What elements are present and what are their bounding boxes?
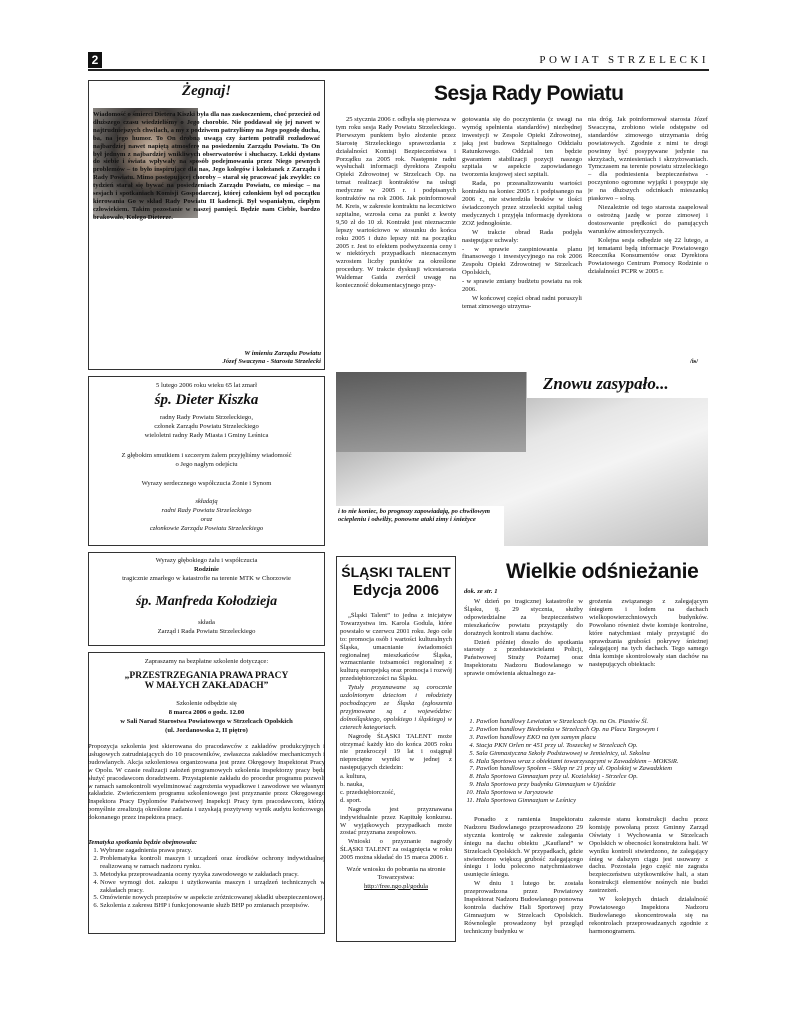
training-when1: Szkolenie odbędzie się [176, 700, 237, 707]
session-col2-p3: W trakcie obrad Rada podjęła następujące uchwały: [462, 228, 582, 244]
obituary-dieter-name: śp. Dieter Kiszka [154, 392, 259, 408]
inspected-building: 7. Pawilon handlowy Społem – Sklep nr 21 przy ul. Opolskiej w Zawadzkiem [476, 765, 720, 773]
session-col2-b2: - w sprawie zmiany budżetu powiatu na rok 2006. [462, 278, 582, 294]
inspected-building: 3. Pawilon handlowy EKO na tym samym placu [476, 734, 720, 742]
inspected-buildings-list [464, 718, 720, 805]
training-topic: 6. Szkolenia z zakresu BHP i funkcjonowanie służb BHP po zmianach przepisów. [100, 902, 325, 910]
snow-photo-caption: i to nie koniec, bo prognozy zapowiadają, po chwilowym ociepleniu i odwilży, ponowne ataki zimy i śnieżyce [338, 508, 491, 523]
training-when2: 8 marca 2006 o godz. 12.00 [168, 709, 245, 716]
inspected-building: 9. Hala Sportowa przy budynku Gimnazjum w Ujeździe [476, 781, 720, 789]
talent-p4: Nagroda jest przyznawana indywidualnie przez Kapitułę konkursu. W wyjątkowych przypadkach może zostać przyznana zespołowo. [340, 805, 452, 837]
obituary-manfred-name: śp. Manfreda Kołodzieja [135, 594, 278, 609]
training-where2: (ul. Jordanowska 2, II piętro) [165, 727, 248, 734]
session-col3-p1: nia dróg. Jak poinformował starosta Józef Swaczyna, zrobiono wiele odstępstw od standardów zimowego utrzymania dróg powiatowych. Zgodnie z nimi te drogi powinny być posypywane jedynie na skrzyżach, wzniesieniach i skrzyżowaniach. Tymczasem na terenie powiatu strzeleckiego – dla podniesienia bezpieczeństwa - poczyniono ogromne wyjątki i posypuje się je na dłuższych odcinkach mieszanką piaskowo – solną. [588, 116, 708, 203]
inspected-building: 8. Hala Sportowa Gimnazjum przy ul. Kozielskiej - Strzelce Op. [476, 773, 720, 781]
farewell-title: Żegnaj! [181, 83, 232, 99]
session-col1: 25 stycznia 2006 r. odbyła się pierwsza w tym roku sesja Rady Powiatu Strzeleckiego. Pierwszym punktem było złożenie przez Starostę Strzeleckiego sprawozdania z działalności Komisji Bezpieczeństwa i Porządku za 2005 rok. Następnie radni wysłuchali informacji dyrektora Zespołu Opieki Zdrowotnej w Strzelcach Op. na temat realizacji kontraktów na usługi medyczne w 2005 r. i podpisanych kontraktów na rok 2006. Jak poinformował M. Kreis, w zakresie kontraktu na lecznictwo szpitalne, wzrosła cena za punkt z kwoty 9,50 zł do 10 zł. Kontrakt jest nieznacznie lepszy wartościowo w stosunku do końca roku 2005 i dużo lepszy niż na początku 2005 r. Jest to efektem podwyższenia ceny i w niektórych przypadkach nieznacznym wzrostem liczby punktów za określone procedury. W trakcie dyskusji wicestarosta Waldemar Gaida zwrócił uwagę na konieczność dokumentacyjnego przy- [336, 116, 456, 290]
snow-clearing-title: Wielkie odśnieżanie [506, 560, 699, 583]
snow-clearing-p6: W kolejnych dniach działalność Powiatowego Inspektora Nadzoru Budowlanego skoncentrowała się na rekontrolach przeprowadzanych zgodnie z harmonogramem. [589, 896, 708, 935]
talent-body [340, 612, 452, 942]
training-topics-list [88, 847, 325, 910]
inspected-building: 1. Pawilon handlowy Lewiatan w Strzelcach Op. na Os. Piastów Śl. [476, 718, 720, 726]
obituary-manfred-from2: Zarząd i Rada Powiatu Strzeleckiego [157, 628, 256, 635]
masthead: POWIAT STRZELECKI [539, 54, 709, 66]
obituary-dieter-from4: członkowie Zarządu Powiatu Strzeleckiego [149, 525, 264, 532]
obituary-dieter-intro: 5 lutego 2006 roku wieku 65 lat zmarł [156, 382, 257, 389]
farewell-signature-2: Józef Swaczyna - Starosta Strzelecki [222, 358, 321, 365]
session-col2-p2: Rada, po przeanalizowaniu wartości kontraktu na koniec 2005 r. i podpisanego na 2006 r., nie stwierdziła braków w ilości świadczonych przez strzelecki szpital usług medycznych i przyjęła informację dyrektora ZOZ jednogłośnie. [462, 180, 582, 227]
talent-p5: Wnioski o przyznanie nagrody ŚLĄSKI TALENT za osiągnięcia w roku 2005 można składać do 15 marca 2006 r. [340, 838, 452, 862]
training-topic: 2. Problematyka kontroli maszyn i urządzeń oraz środków ochrony indywidualnej realizowaną w ramach nadzoru rynku. [100, 855, 325, 871]
training-invite: Zapraszamy na bezpłatne szkolenie dotyczące: [144, 658, 269, 665]
snow-photo-trees [336, 372, 526, 452]
talent-field-b: b. nauka, [340, 781, 364, 789]
training-topic: 3. Metodyka przeprowadzania oceny ryzyka zawodowego w zakładach pracy. [100, 871, 325, 879]
obituary-dieter-condolence3: Wyrazy serdecznego współczucia Żonie i Synom [141, 480, 272, 487]
obituary-manfred-line2: Rodzinie [194, 566, 219, 573]
session-title: Sesja Rady Powiatu [434, 82, 624, 105]
session-col3-p3: Kolejna sesja odbędzie się 22 lutego, a jej tematami będą informacje Powiatowego Rzecznika Konsumentów oraz Dyrektora Powiatowego Centrum Pomocy Rodzinie o działalności PCPR w 2005 r. [588, 236, 708, 276]
inspected-building: 11. Hala Sportowa Gimnazjum w Leśnicy [476, 797, 720, 805]
obituary-dieter-condolence1: Z głębokim smutkiem i szczerym żalem przyjęliśmy wiadomość [121, 452, 292, 459]
snow-clearing-p5: zakresie stanu konstrukcji dachu przez komisję powołaną przez Gminny Zarząd Oświaty i Wychowania w Strzelcach Opolskich w obecności konstruktora hali. W wyniku kontroli stwierdzono, że zalegający śnieg w dalszym ciągu jest usuwany z dachu. Pozostała jego część nie zagraża bezpieczeństwu użytkowników hali, a stan konstrukcji elementów nośnych nie budzi zastrzeżeń. [589, 816, 708, 895]
session-col3-p2: Niezależnie od tego starosta zaapelował o ostrożną jazdę w porze zimowej i dostosowanie prędkości do panujących warunków atmosferycznych. [588, 203, 708, 235]
talent-field-d: d. sport. [340, 796, 362, 804]
snow-clearing-col1-top [464, 598, 583, 716]
talent-title1: ŚLĄSKI TALENT [341, 564, 451, 580]
training-title1: „PRZESTRZEGANIA PRAWA PRACY [124, 671, 289, 681]
training-title2: W MAŁYCH ZAKŁADACH” [144, 681, 269, 691]
session-col2-p1: gotowania się do poczynienia (z uwagi na wymóg spełnienia standardów) niezbędnej inwestycji w Zespole Opieki Zdrowotnej, jaką jest budowa Szpitalnego Oddziału Ratunkowego. Oddział ten będzie gwarantem stabilizacji pozycji naszego szpitala w aspekcie zapowiadanego tworzenia krajowej sieci szpitali. [462, 116, 582, 179]
snow-clearing-col2-bottom [589, 816, 708, 942]
obituary-manfred-line3: tragicznie zmarłego w katastrofie na terenie MTK w Chorzowie [122, 575, 291, 582]
inspected-building: 10. Hala Sportowa w Jaryszowie [476, 789, 720, 797]
talent-link[interactable]: http://free.ngo.pl/godula [363, 882, 429, 890]
inspected-building: 5. Sala Gimnastyczna Szkoły Podstawowej w Jemielnicy, ul. Szkolna [476, 750, 720, 758]
session-signature: /is/ [690, 358, 699, 365]
snow-clearing-p1: W dzień po tragicznej katastrofie w Śląsku, tj. 29 stycznia, służby odpowiedzialne za bezpieczeństwo mieszkańców powiatu przystąpiły do dorażnych kontroli stanu dachów. [464, 598, 583, 637]
farewell-text: Wiadomość o śmierci Dietera Kiszki była dla nas zaskoczeniem, choć przecież od dłuższego czasu wiedzieliśmy o Jego chorobie. Nie poddawał się jej nawet w najtrudniejszych chwilach, a my z podziwem patrzyliśmy na Jego pogodę ducha, ba, na jego humor. To On drobną uwagą czy żartem potrafił rozładować najbardziej nawet napiętą atmosferę na posiedzeniu Zarządu Powiatu. To On był jednym z najbardziej wnikliwych obserwatorów i słuchaczy. Lekki dystans do siebie i świata wpływały na sposób podejmowania przez Niego pewnych problemów – to było inspirujące dla nas, Jego kolegów i koleżanek z Zarządu i Rady Powiatu. Mimo postępującej choroby – starał się pracować jak zwykle: co tydzień starał się bywać na posiedzeniach Zarządu Powiatu, co miesiąc – na sesjach i spotkaniach Komisji Gospodarczej, której członkiem był od początku kierowania Go w skład Rady Powiatu II kadencji. Był wspaniałym, ciepłym człowiekiem. Takim pozostanie w naszej pamięci. Będzie nam Ciebie, bardzo brakowało, Kolego Dieterze. [93, 111, 320, 221]
session-col3 [588, 116, 708, 366]
talent-p3: Nagrodę ŚLĄSKI TALENT może otrzymać każdy kto do końca 2005 roku nie przekroczył 19 lat i osiągnął niepreciętne wyniki w jednej z następujących dziedzin: [340, 732, 452, 772]
snow-photo-title: Znowu zasypało... [543, 374, 669, 393]
talent-field-a: a. kultura, [340, 773, 367, 781]
snow-clearing-p2: Dzień później doszło do spotkania starosty z przedstawicielami Policji, Państwowej Straży Pożarnej oraz Inspektoratu Nadzoru Budowlanego w sprawie omówienia aktualnego za- [464, 638, 583, 678]
inspected-building: 6. Hala Sportowa wraz z obiektami towarzyszącymi w Zawadzkiem – MOKSiR. [476, 758, 720, 766]
training-topic: 5. Omówienie nowych przepisów w aspekcie zróżnicowanej składki ubezpieczeniowej. [100, 894, 325, 902]
talent-field-c: c. przedsiębiorczość, [340, 788, 396, 796]
header-rule [88, 69, 709, 71]
session-col2-bullet2: w sprawie zmiany budżetu powiatu na rok 2006. [462, 278, 582, 294]
training-topic: 1. Wybrane zagadnienia prawa pracy. [100, 847, 325, 855]
obituary-dieter-role3: wieloletni radny Rady Miasta i Gminy Leśnica [144, 432, 269, 439]
obituary-dieter-from3: oraz [200, 516, 213, 523]
session-col2 [462, 116, 582, 366]
training-topics-heading: Tematyka spotkania będzie obejmowała: [88, 839, 198, 846]
snow-clearing-p3: Ponadto z ramienia Inspektoratu Nadzoru Budowlanego przeprowadzono 29 stycznia kontrolę w zakresie zalegania śniegu na dachu obiektu „Kaufland” w Strzelcach Opolskich. W przypadkach, gdzie stwierdzono większą grubość zalegającego śniegu i lodu polecono natychmiastowe usunięcie śniegu. [464, 816, 583, 879]
inspected-building: 4. Stacja PKN Orlen nr 451 przy ul. Toszeckej w Strzelcach Op. [476, 742, 720, 750]
obituary-dieter-role1: radny Rady Powiatu Strzeleckiego, [159, 414, 254, 421]
obituary-dieter-role2: członek Zarządu Powiatu Strzeleckiego [154, 423, 259, 430]
talent-p6: Wzór wniosku do pobrania na stronie Towarzystwa: [346, 866, 446, 881]
snow-clearing-byline: dok. ze str. 1 [464, 588, 498, 595]
snow-clearing-col2-top: grożenia związanego z zalegającym śniegiem i lodem na dachach wielkopowierzchniowych budynków. Powołano również dwie komisje kontrolne, które natychmiast miały przystąpić do sprawdzania grubości pokrywy śnieżnej zalegającej na tych dachach. Tego samego dnia komisje skontrolowały stan dachów na następujących obiektach: [589, 598, 708, 669]
inspected-building: 2. Pawilon handlowy Biedronka w Strzelcach Op. na Placu Targowym i [476, 726, 720, 734]
obituary-dieter-from2: radni Rady Powiatu Strzeleckiego [161, 507, 252, 514]
training-body: Propozycja szkolenia jest skierowana do pracodawców z zakładów produkcyjnych i usługowych zatrudniających do 10 pracowników, zwłaszcza zakładów mechanicznych i budowlanych. Akcja szkoleniowa organizowana jest przez Okręgowy Inspektorat Pracy w Opolu. W czasie realizacji założeń programowych szkolenia inspektorzy pracy będą służyć pracodawcom doradztwem. Przystąpienie zakładu do procedur programu pozwoli w ramach samokontroli wyeliminować zagrożenia wypadkowe i zawodowe we własnym zakładzie. Zwieńczeniem programu szkoleniowego jest przyznanie przez Okręgowego Inspektora Pracy Dyplomów Państwowej Inspekcji Pracy tym pracodawcom, którzy pomyślnie zrealizują określone zadania i uzyskają pozytywny wynik audytu końcowego, dokonanego przez inspektora pracy. [88, 743, 325, 822]
obituary-dieter-from1: składają [195, 498, 218, 505]
talent-title2: Edycja 2006 [353, 582, 439, 599]
obituary-dieter-condolence2: o Jego nagłym odejściu [175, 461, 238, 468]
talent-p2: Tytuły przyznawane są corocznie uzdolnionym dzieciom i młodzieży pochodzącym ze Śląska (zgłoszenia przyjmowane są z województw: dolnośląskiego, opolskiego i śląskiego) w czterech kategoriach. [340, 684, 452, 731]
session-col2-bullet1: w sprawie zaopiniowania planu finansowego i inwestycyjnego na rok 2006 Zespołu Opieki Zdrowotnej w Strzelcach Opolskich, [462, 245, 582, 277]
snow-clearing-col1-bottom [464, 816, 583, 942]
obituary-manfred-line1: Wyrazy głębokiego żalu i współczucia [155, 557, 258, 564]
obituary-manfred-from1: składa [198, 619, 215, 626]
training-where1: w Sali Narad Starostwa Powiatowego w Strzelcach Opolskich [120, 718, 293, 725]
page-number: 2 [91, 53, 99, 67]
snow-clearing-p4: W dniu 1 lutego br. została przeprowadzona przez Powiatowy Inspektorat Nadzoru Budowlanego ponowna kontrola dachów Hali Sportowej przy Gimnazjum w Strzelcach Opolskich. Równolegle prowadzony był przegląd techniczny budynku w [464, 880, 583, 935]
talent-p1: „Śląski Talent” to jedna z inicjatyw Towarzystwa im. Karola Godula, które powstało w czerwcu 2001 roku. Jego cele to: promocja osób i wartości kulturalnych Śląska, umacnianie świadomości regionalnej mieszkańców Śląska, wzmacnianie tożsamości regionalnej z kulturą europejską oraz promocja i rozwój przedsiębiorczości na Śląsku. [340, 612, 452, 683]
session-col2-p4: W końcowej części obrad radni poruszyli temat zimowego utrzyma- [462, 294, 582, 310]
session-col2-b1: - w sprawie zaopiniowania planu finansowego i inwestycyjnego na rok 2006 Zespołu Opieki Zdrowotnej w Strzelcach Opolskich, [462, 245, 582, 277]
training-topic: 4. Nowe wymogi dot. zakupu i użytkowania maszyn i urządzeń technicznych w zakładach pracy. [100, 879, 325, 895]
farewell-signature-1: W imieniu Zarządu Powiatu [244, 350, 321, 357]
